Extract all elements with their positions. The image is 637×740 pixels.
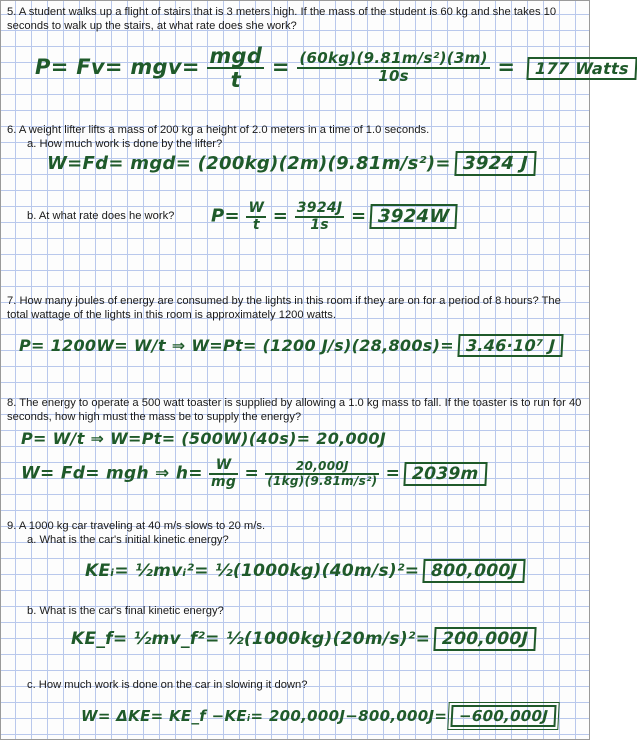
q7-work: P= 1200W= W/t ⇒ W=Pt= (1200 J/s)(28,800s)= xyxy=(19,336,454,355)
q6a-answer-box: 3924 J xyxy=(454,151,536,176)
question-8-line-2: W= Fd= mgh ⇒ h= $\frac{W}{mg}$ = $\frac{20,000J}{\text{(1kg)(9.81m/s²)}}$ = 2039m xyxy=(21,458,487,489)
question-6-text: 6. A weight lifter lifts a mass of 200 kg a height of 2.0 meters in a time of 1.0 seconds. xyxy=(7,124,430,136)
question-6a-handwritten-work xyxy=(47,151,536,176)
question-9a-handwritten-work: KEᵢ= ½mvᵢ²= ½(1000kg)(40m/s)²= 800,000J xyxy=(85,559,525,583)
q8-w-over-mg: $\frac{W}{mg}$ xyxy=(211,457,237,490)
q8-answer-box: 2039m xyxy=(404,462,488,486)
question-6a-text: a. How much work is done by the lifter? xyxy=(27,138,223,150)
q9b-answer-box: 200,000J xyxy=(434,627,537,651)
q5-formula: P= Fv= mgv= xyxy=(35,55,208,80)
q6b-answer-box: 3924W xyxy=(370,204,459,229)
question-9c-handwritten-work: W= ΔKE= KE_f −KEᵢ= 200,000J−800,000J= −600,000J xyxy=(81,705,556,727)
q6b-w-over-t: $\frac{W}{t}$ xyxy=(248,200,265,233)
q5-substitution: $\frac{\text{(60kg)(9.81m/s²)(3m)}}{10s}$ xyxy=(299,49,488,86)
q7-answer-box: 3.46·10⁷ J xyxy=(457,334,564,357)
question-6b-text: b. At what rate does he work? xyxy=(27,210,175,222)
q6b-substitution: $\frac{3924J}{1s}$ xyxy=(296,200,343,233)
question-9c-text: c. How much work is done on the car in slowing it down? xyxy=(27,679,308,691)
question-5-handwritten-work: P= Fv= mgv= $\frac{\text{mgd}}{t}$ = $\frac{\text{(60kg)(9.81m/s²)(3m)}}{10s}$ = 177 Watts xyxy=(35,45,637,91)
q9c-answer-box: −600,000J xyxy=(451,705,557,727)
question-9-text: 9. A 1000 kg car traveling at 40 m/s slows to 20 m/s. xyxy=(7,520,266,532)
question-6b-handwritten-work: P= $\frac{W}{t}$ = $\frac{3924J}{1s}$ = 3924W xyxy=(211,201,458,232)
q5-mgd-fraction: $\frac{\text{mgd}}{t}$ xyxy=(209,44,263,93)
question-9a-text: a. What is the car's initial kinetic energy? xyxy=(27,534,229,546)
q9a-answer-box: 800,000J xyxy=(423,559,526,583)
question-9b-text: b. What is the car's final kinetic energy? xyxy=(27,605,224,617)
question-9b-handwritten-work: KE_f= ½mv_f²= ½(1000kg)(20m/s)²= 200,000J xyxy=(71,627,536,651)
question-8-line-1: P= W/t ⇒ W=Pt= (500W)(40s)= 20,000J xyxy=(21,429,387,448)
question-7-handwritten-work xyxy=(19,334,563,357)
question-5-text: 5. A student walks up a flight of stairs that is 3 meters high. If the mass of the student is 60 kg and she takes 10 seconds to walk up the stairs, at what rate does she work? xyxy=(7,6,557,32)
question-8-text: 8. The energy to operate a 500 watt toaster is supplied by allowing a 1.0 kg mass to fall. If the toaster is to run for 40 seconds, how high must the mass be to supply the energy? xyxy=(7,397,582,423)
q6a-work: W=Fd= mgd= (200kg)(2m)(9.81m/s²)= xyxy=(47,153,451,174)
question-7-text: 7. How many joules of energy are consumed by the lights in this room if they are on for a period of 8 hours? The total wattage of the lights in this room is approximately 1200 watts. xyxy=(7,295,561,321)
q8-substitution: $\frac{20,000J}{\text{(1kg)(9.81m/s²)}}$ xyxy=(267,459,378,488)
q5-answer-box: 177 Watts xyxy=(526,57,637,80)
